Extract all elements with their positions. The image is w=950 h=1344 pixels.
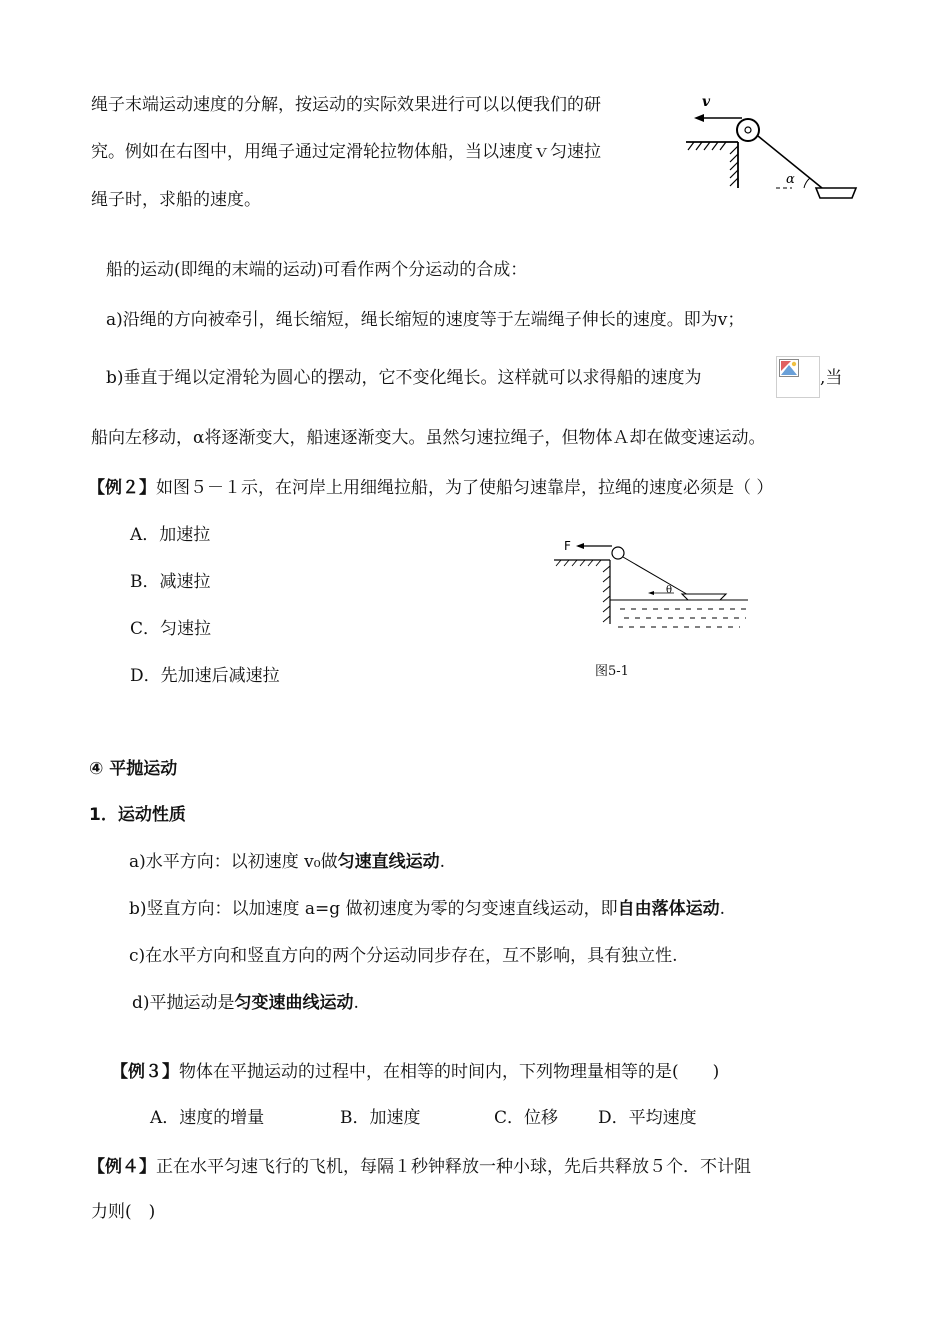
boat-icon [816, 188, 856, 198]
analysis-line-4: 船向左移动，α将逐渐变大，船速逐渐变大。虽然匀速拉绳子，但物体Ａ却在做变速运动。 [91, 428, 766, 448]
example-3-option-c: C．位移 [494, 1108, 559, 1128]
example-4-text: 正在水平匀速飞行的飞机，每隔１秒钟释放一种小球，先后共释放５个．不计阻 [156, 1157, 751, 1177]
boat-icon [682, 594, 726, 600]
section-title: ④ 平抛运动 [89, 759, 178, 779]
analysis-line-1: 船的运动(即绳的末端的运动)可看作两个分运动的合成： [106, 260, 528, 280]
pulley-icon [612, 547, 624, 559]
analysis-line-3a: b)垂直于绳以定滑轮为圆心的摆动，它不变化绳长。这样就可以求得船的速度为 [106, 368, 702, 388]
intro-line-1: 绳子末端运动速度的分解，按运动的实际效果进行可以以便我们的研 [91, 95, 601, 115]
velocity-label: v [702, 94, 711, 110]
formula-image-placeholder [776, 356, 820, 398]
analysis-line-2: a)沿绳的方向被牵引，绳长缩短，绳长缩短的速度等于左端绳子伸长的速度。即为v； [106, 310, 745, 330]
theta-label: θ [666, 585, 673, 596]
example-2-option-b: B．减速拉 [130, 572, 211, 592]
property-a-bold: 匀速直线运动 [337, 852, 440, 872]
intro-line-2: 究。例如在右图中，用绳子通过定滑轮拉物体船，当以速度ｖ匀速拉 [91, 142, 601, 162]
example-2-question [88, 476, 773, 500]
alpha-label: α [786, 172, 795, 187]
example-3-option-b: B．加速度 [340, 1108, 421, 1128]
figure-5-1-caption: 图5-1 [595, 664, 629, 679]
example-2-text: 如图５－１示，在河岸上用细绳拉船，为了使船匀速靠岸，拉绳的速度必须是（ ） [156, 478, 774, 498]
example-2-option-a: A．加速拉 [130, 525, 211, 545]
property-b-text: b)竖直方向：以加速度 a=g 做初速度为零的匀变速直线运动，即 [129, 899, 618, 919]
property-b-bold: 自由落体运动 [617, 899, 720, 919]
property-b-end: . [719, 899, 725, 919]
arrow-head-icon [694, 114, 704, 122]
property-a-text: a)水平方向：以初速度 v₀做 [129, 852, 338, 872]
example-2-option-d: D．先加速后减速拉 [130, 666, 280, 686]
example-3-option-a: A．速度的增量 [150, 1108, 265, 1128]
property-d [132, 991, 359, 1015]
example-3-option-d: D．平均速度 [598, 1108, 697, 1128]
pulley-boat-figure [680, 90, 860, 200]
property-a [129, 850, 445, 874]
example-4-line-2: 力则( ) [91, 1202, 156, 1222]
property-c: c)在水平方向和竖直方向的两个分运动同步存在，互不影响，具有独立性. [129, 946, 678, 966]
subsection-1-title: 1．运动性质 [89, 805, 186, 825]
analysis-line-3b: ,当 [820, 368, 843, 388]
example-2-tag: 【例２】 [88, 478, 156, 498]
figure-5-1 [550, 536, 760, 646]
pulley-icon [737, 119, 759, 141]
example-3-question [111, 1060, 719, 1084]
intro-line-3: 绳子时，求船的速度。 [91, 190, 261, 210]
property-d-bold: 匀变速曲线运动 [234, 993, 354, 1013]
property-d-end: . [353, 993, 359, 1013]
property-b [129, 897, 725, 921]
property-d-text: d)平抛运动是 [132, 993, 235, 1013]
property-a-end: . [439, 852, 445, 872]
force-label: F [564, 539, 571, 553]
broken-image-icon [779, 359, 799, 377]
example-2-option-c: C．匀速拉 [130, 619, 212, 639]
example-4-question [88, 1155, 751, 1179]
example-3-tag: 【例３】 [111, 1062, 179, 1082]
example-3-text: 物体在平抛运动的过程中，在相等的时间内，下列物理量相等的是( ) [179, 1062, 720, 1082]
example-4-tag: 【例４】 [88, 1157, 156, 1177]
